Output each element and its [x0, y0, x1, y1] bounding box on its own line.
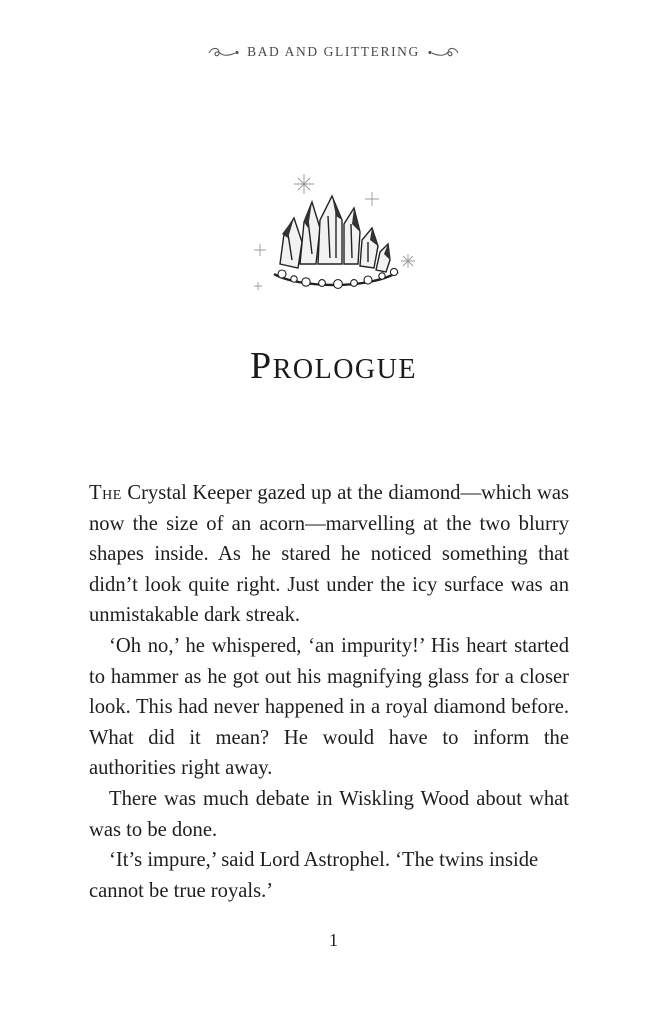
running-head-text: BAD AND GLITTERING	[247, 44, 420, 59]
paragraph-lead-in: The	[89, 482, 122, 504]
paragraph: ‘It’s impure,’ said Lord Astrophel. ‘The twins inside cannot be true royals.’	[89, 849, 539, 902]
chapter-title-rest: ROLOGUE	[272, 354, 417, 385]
paragraph: ‘Oh no,’ he whispered, ‘an impurity!’ His heart started to hammer as he got out his magnifying glass for a closer look. This had never happened in a royal diamond before. What did it mean? He would have to inform the authorities right away.	[89, 634, 569, 780]
chapter-title	[0, 344, 667, 388]
body-text	[89, 478, 569, 906]
flourish-right-icon	[426, 44, 460, 60]
paragraph	[89, 478, 569, 631]
chapter-title-initial: P	[250, 345, 273, 387]
paragraph-text: Crystal Keeper gazed up at the diamond—which was now the size of an acorn—marvelling at the two blurry shapes inside. As he stared he noticed something that didn’t look quite right. Just under the icy surface was an unmistakable dark streak.	[89, 482, 569, 627]
page-number: 1	[329, 930, 338, 950]
flourish-left-icon	[207, 44, 241, 60]
running-head	[0, 44, 667, 60]
crystal-crown-icon	[248, 172, 424, 302]
paragraph: There was much debate in Wiskling Wood about what was to be done.	[89, 787, 569, 841]
